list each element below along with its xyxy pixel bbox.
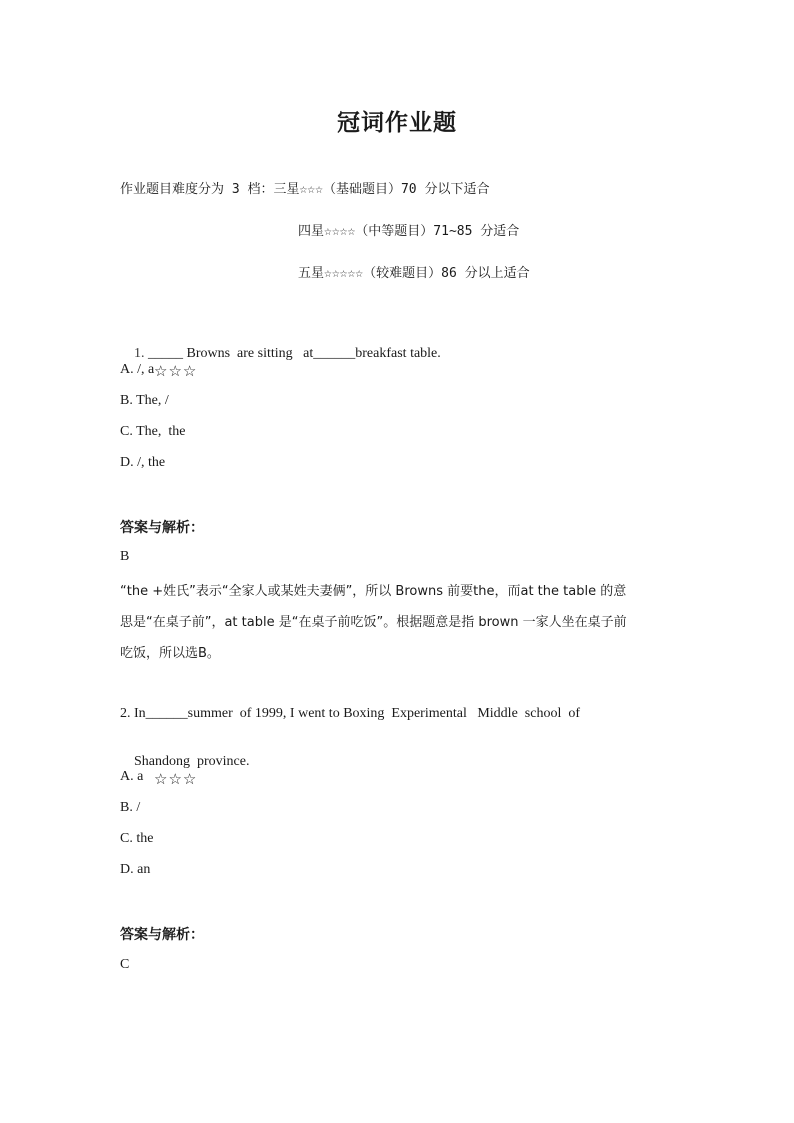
question-2-option-d: D. an	[120, 862, 151, 877]
question-2-text: Shandong province.	[134, 754, 250, 769]
question-2-option-c: C. the	[120, 831, 154, 846]
question-2-option-a: A. a	[120, 769, 144, 784]
question-1-explanation-line: “the +姓氏”表示“全家人或某姓夫妻俩”，所以 Browns 前要the，而at the table 的意	[120, 584, 627, 599]
difficulty-five-star-line: 五星☆☆☆☆☆（较难题目）86 分以上适合	[298, 266, 530, 281]
question-1-text: _____ Browns are sitting at______breakfast table.	[144, 346, 441, 361]
question-1-answer: B	[120, 549, 130, 564]
question-1-number: 1.	[134, 346, 145, 361]
question-1-explanation-line: 思是“在桌子前”，at table 是“在桌子前吃饭”。根据题意是指 brown 一家人坐在桌子前	[120, 615, 627, 630]
difficulty-intro-line: 作业题目难度分为 3 档：三星☆☆☆（基础题目）70 分以下适合	[120, 182, 490, 197]
question-1-explanation-line: 吃饭，所以选B。	[120, 646, 220, 661]
question-1-option-d: D. /, the	[120, 455, 166, 470]
question-1-stem	[120, 330, 441, 397]
question-2-answer: C	[120, 957, 130, 972]
difficulty-four-star-line: 四星☆☆☆☆（中等题目）71~85 分适合	[298, 224, 520, 239]
question-1-option-c: C. The, the	[120, 424, 186, 439]
page-title: 冠词作业题	[337, 110, 457, 136]
question-1-answer-heading: 答案与解析：	[120, 520, 204, 536]
question-2-option-b: B. /	[120, 800, 141, 815]
question-1-option-a: A. /, a	[120, 362, 155, 377]
question-1-option-b: B. The, /	[120, 393, 169, 408]
question-2-answer-heading: 答案与解析：	[120, 927, 204, 943]
question-2-stem: 2. In______summer of 1999, I went to Boxing Experimental Middle school of	[120, 706, 580, 721]
question-2-stars: ☆☆☆	[154, 770, 198, 788]
question-1-stars: ☆☆☆	[154, 362, 198, 380]
